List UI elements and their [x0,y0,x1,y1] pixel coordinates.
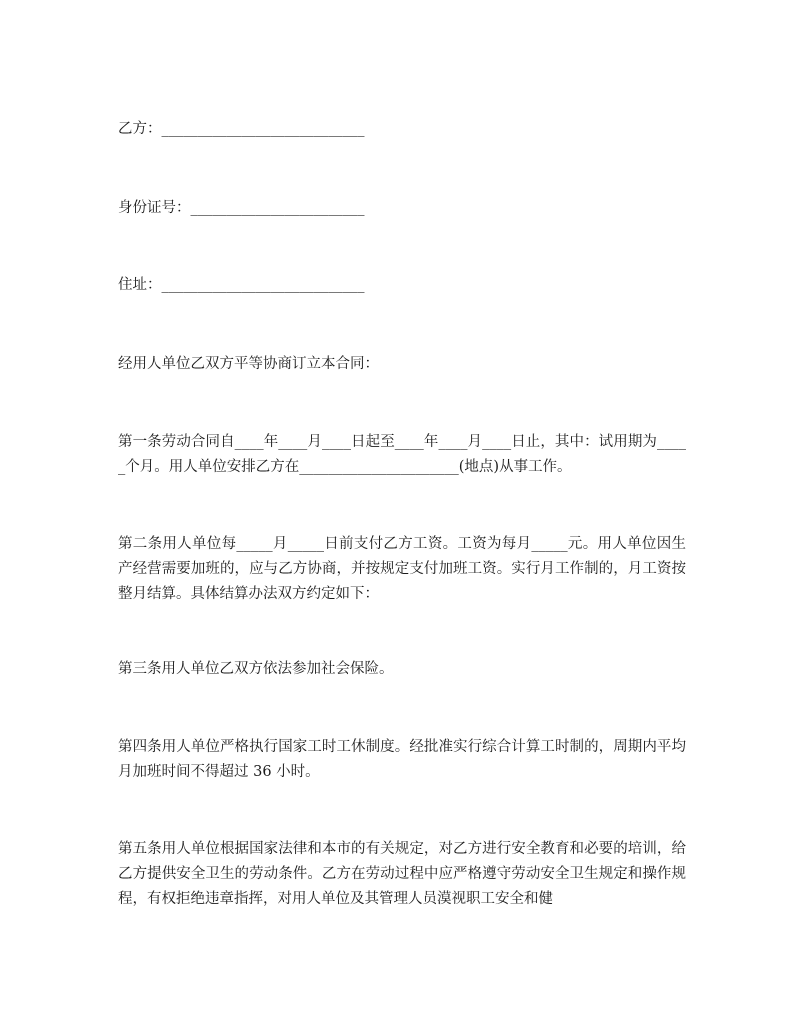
address-field: 住址：____________________________ [118,277,365,293]
id-number-field: 身份证号：________________________ [118,200,365,216]
party-b-field: 乙方：____________________________ [118,121,365,137]
article-5: 第五条用人单位根据国家法律和本市的有关规定，对乙方进行安全教育和必要的培训，给乙方提供安全卫生的劳动条件。乙方在劳动过程中应严格遵守劳动安全卫生规定和操作规程，有权拒绝违章指挥，对用人单位及其管理人员漠视职工安全和健 [118,841,686,907]
article-1: 第一条劳动合同自____年____月____日起至____年____月____日止，其中：试用期为_____个月。用人单位安排乙方在______________________(地点)从事工作。 [118,434,686,475]
article-4: 第四条用人单位严格执行国家工时工休制度。经批准实行综合计算工时制的，周期内平均月加班时间不得超过 36 小时。 [118,739,686,780]
intro-text: 经用人单位乙双方平等协商订立本合同： [118,356,379,372]
article-2: 第二条用人单位每_____月_____日前支付乙方工资。工资为每月_____元。用人单位因生产经营需要加班的，应与乙方协商，并按规定支付加班工资。实行月工作制的，月工资按整月结算。具体结算办法双方约定如下： [118,536,686,602]
article-3: 第三条用人单位乙双方依法参加社会保险。 [118,661,394,677]
